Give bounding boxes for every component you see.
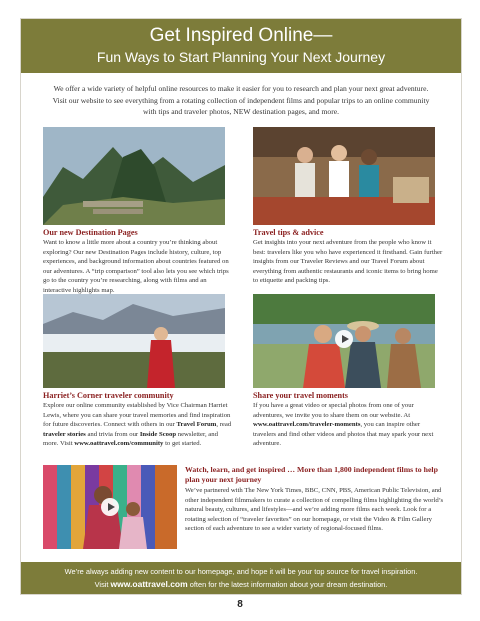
video-gallery-heading: Watch, learn, and get inspired … More than 1,800 independent films to help plan your next journey: [185, 465, 438, 484]
page-title: Get Inspired Online—: [149, 25, 333, 46]
brochure-page: [20, 18, 462, 595]
play-icon[interactable]: [101, 498, 119, 516]
travel-moments-text: If you have a great video or special photos from one of your adventures, we invite you to share them on our website. At www.oattravel.com/traveler-moments, you can inspire other travelers and find other videos and photos that may spark your next adventure.: [253, 402, 434, 448]
river-travelers-photo: [253, 294, 435, 388]
harriets-corner-heading: Harriet’s Corner traveler community: [43, 391, 174, 400]
travel-moments-heading: Share your travel moments: [253, 391, 348, 400]
destination-pages-heading: Our new Destination Pages: [43, 228, 138, 237]
travel-tips-text: Get insights into your next adventure from the people who know it best: travelers like you who have experienced it firsthand. Gain further insights from our Traveler Reviews and our Travel Forum about everything from authentic restaurants and iconic items to bring home to etiquette and packing tips.: [253, 239, 443, 285]
video-gallery-text: We’ve partnered with The New York Times, BBC, CNN, PBS, American Public Television, and other independent filmmakers to curate a collection of compelling films highlighting the world’s natural beauty, cultures, and lifestyles—and we’re adding more films each week. Look for a rotating selection of “traveler favorites” on our homepage, or visit the Video & Film Gallery section of each adventure to see a wider variety of regional-focused films.: [185, 487, 444, 533]
page-header: [21, 19, 461, 73]
destination-pages-text: Want to know a little more about a country you’re thinking about exploring? Our new Destination Pages include history, culture, top experiences, and background information about countries featured on our adventures. A “trip comparison” tool also lets you see which trips go to the country you’re researching, along with films and an interactive highlights map.: [43, 239, 229, 294]
play-icon[interactable]: [335, 330, 353, 348]
page-subtitle: Fun Ways to Start Planning Your Next Journey: [96, 49, 386, 65]
traveler-moments-link[interactable]: www.oattravel.com/traveler-moments: [253, 421, 361, 429]
community-url-link[interactable]: www.oattravel.com/community: [74, 440, 164, 448]
intro-paragraph: We offer a wide variety of helpful online resources to make it easier for you to research and plan your next great adventure. Visit our website to see everything from a rotating collection of independent films and popular trips to an online community with tips and traveler photos, NEW destination pages, and more.: [52, 84, 430, 117]
market-travelers-photo: [253, 127, 435, 225]
travel-tips-heading: Travel tips & advice: [253, 228, 324, 237]
website-link[interactable]: www.oattravel.com: [110, 579, 188, 589]
harriets-corner-text: Explore our online community established by Vice Chairman Harriet Lewis, where you can share your travel memories and find inspiration for future discoveries. Connect with others in our Travel Forum, read traveler stories and trivia from our Inside Scoop newsletter, and more. Visit www.oattravel.com/community to get started.: [43, 402, 232, 448]
travel-forum-link[interactable]: Travel Forum: [176, 421, 217, 429]
footer-line-1: We’re always adding new content to our homepage, and hope it will be your top source for travel inspiration.: [64, 567, 418, 576]
page-footer: [21, 562, 461, 594]
glacier-traveler-photo: [43, 294, 225, 388]
page-number: 8: [237, 599, 243, 610]
inside-scoop-link[interactable]: Inside Scoop: [139, 430, 177, 438]
machu-picchu-photo: [43, 127, 225, 225]
textile-market-photo: [43, 465, 177, 549]
footer-line-2: Visit www.oattravel.com often for the latest information about your dream destination.: [94, 579, 388, 589]
traveler-stories-link[interactable]: traveler stories: [43, 430, 86, 438]
